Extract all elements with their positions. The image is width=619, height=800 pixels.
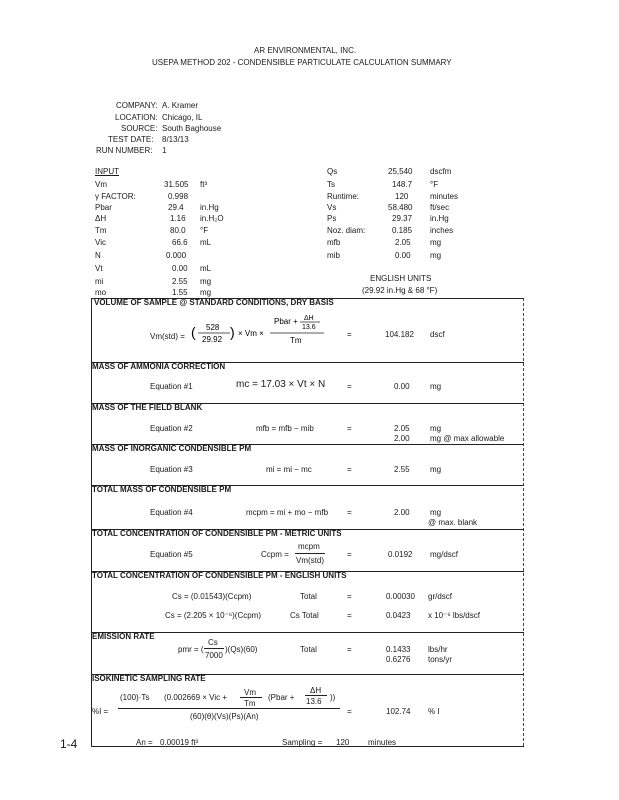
isokinetic-denominator: (60)(θ)(Vs)(Ps)(An): [190, 712, 259, 721]
volume-formula: [188, 313, 328, 355]
input-left-unit: mL: [200, 264, 212, 273]
input-left-value: 80.0: [170, 226, 186, 235]
isokinetic-num-e: (Pbar +: [268, 693, 295, 702]
ammonia-formula: mc = 17.03 × Vt × N: [236, 379, 326, 390]
info-value-run-number: 1: [162, 146, 167, 155]
inorganic-equation-label: Equation #3: [150, 465, 193, 474]
svg-text:Tm: Tm: [290, 336, 302, 345]
isokinetic-equals: =: [347, 707, 352, 716]
english-unit: x 10⁻⁶ lbs/dscf: [428, 611, 480, 620]
input-left-value: 1.16: [170, 214, 186, 223]
field-blank-max-value: 2.00: [394, 434, 410, 443]
svg-text:ΔH: ΔH: [304, 315, 314, 322]
input-right-unit: minutes: [430, 192, 459, 201]
input-left-label: Vm: [95, 180, 107, 189]
input-right-label: Noz. diam:: [327, 226, 366, 235]
nozzle-area-label: An =: [136, 738, 153, 747]
input-right-unit: ft/sec: [430, 203, 450, 212]
svg-text:29.92: 29.92: [202, 335, 223, 344]
input-left-unit: ft³: [200, 180, 208, 189]
emission-unit-annual: tons/yr: [428, 655, 453, 664]
volume-formula-lhs: Vm(std) =: [150, 332, 185, 341]
company-title: AR ENVIRONMENTAL, INC.: [254, 46, 357, 55]
input-right-value: 2.05: [395, 238, 411, 247]
input-left-label: N: [95, 251, 101, 260]
english-tag: Cs Total: [290, 611, 319, 620]
english-formula: Cs = (0.01543)(Ccpm): [172, 592, 252, 601]
info-value-location: Chicago, IL: [162, 113, 203, 122]
sampling-time-unit: minutes: [368, 738, 397, 747]
svg-text:13.6: 13.6: [302, 324, 316, 331]
metric-value: 0.0192: [388, 550, 413, 559]
total-mass-equation-label: Equation #4: [150, 508, 193, 517]
metric-unit: mg/dscf: [430, 550, 459, 559]
input-left-value: 1.55: [172, 288, 188, 297]
volume-value: 104.182: [385, 330, 414, 339]
isokinetic-num-c: Vm: [244, 688, 256, 697]
ammonia-equals: =: [347, 382, 352, 391]
input-left-label: ΔH: [95, 214, 107, 223]
input-left-value: 0.000: [166, 251, 187, 260]
input-right-value: 0.185: [392, 226, 413, 235]
input-right-label: Vs: [327, 203, 337, 212]
input-left-unit: mg: [200, 288, 212, 297]
emission-value-annual: 0.6276: [386, 655, 411, 664]
inorganic-unit: mg: [430, 465, 442, 474]
input-left-label: Tm: [95, 226, 107, 235]
input-right-value: 120: [395, 192, 409, 201]
section-title-inorganic: MASS OF INORGANIC CONDENSIBLE PM: [92, 444, 252, 453]
total-mass-equals: =: [347, 508, 352, 517]
sampling-time-label: Sampling =: [282, 738, 323, 747]
input-right-unit: mg: [430, 238, 442, 247]
input-left-label: mi: [95, 277, 104, 286]
input-right-value: 0.00: [395, 251, 411, 260]
metric-formula-numerator: mcpm: [298, 542, 320, 551]
input-left-label: γ FACTOR:: [95, 192, 136, 201]
info-value-test-date: 8/13/13: [162, 135, 189, 144]
english-value: 0.0423: [386, 611, 411, 620]
input-right-value: 29.37: [392, 214, 413, 223]
total-mass-note: @ max. blank: [428, 518, 478, 527]
section-title-field-blank: MASS OF THE FIELD BLANK: [92, 403, 203, 412]
isokinetic-num-b: (0.002669 × Vic +: [164, 693, 228, 702]
field-blank-formula: mfb = mfb − mib: [256, 424, 314, 433]
field-blank-max-unit: mg @ max allowable: [430, 434, 505, 443]
input-title: INPUT: [95, 167, 119, 176]
emission-formula-end: )(Qs)(60): [225, 645, 258, 654]
input-left-label: Pbar: [95, 203, 112, 212]
isokinetic-num-h: )): [330, 693, 336, 702]
info-label-test-date: TEST DATE:: [108, 135, 154, 144]
emission-formula-start: pmr = (: [178, 645, 204, 654]
info-label-run-number: RUN NUMBER:: [96, 146, 153, 155]
metric-equals: =: [347, 550, 352, 559]
svg-text:Pbar +: Pbar +: [274, 317, 298, 326]
input-left-label: mo: [95, 288, 107, 297]
svg-text:): ): [230, 324, 235, 340]
svg-text:528: 528: [206, 323, 220, 332]
input-left-value: 0.00: [172, 264, 188, 273]
input-right-unit: inches: [430, 226, 454, 235]
isokinetic-value: 102.74: [386, 707, 411, 716]
info-label-source: SOURCE:: [121, 124, 158, 133]
input-left-label: Vic: [95, 238, 106, 247]
info-value-company: A. Kramer: [162, 101, 199, 110]
total-mass-value: 2.00: [394, 508, 410, 517]
isokinetic-num-a: (100)·Ts: [120, 693, 150, 702]
ammonia-value: 0.00: [394, 382, 410, 391]
info-label-company: COMPANY:: [116, 101, 158, 110]
emission-equals: =: [347, 645, 352, 654]
input-left-unit: mL: [200, 238, 212, 247]
page-margin-mark: 1-4: [60, 737, 78, 751]
english-formula: Cs = (2.205 × 10⁻⁶)(Ccpm): [165, 611, 261, 620]
svg-text:× Vm ×: × Vm ×: [238, 329, 264, 338]
ammonia-equation-label: Equation #1: [150, 382, 193, 391]
volume-equals: =: [347, 330, 352, 339]
info-value-source: South Baghouse: [162, 124, 222, 133]
input-left-unit: in.H₂O: [200, 214, 224, 223]
input-right-label: Qs: [327, 167, 338, 176]
input-left-unit: in.Hg: [200, 203, 219, 212]
input-left-value: 31.505: [164, 180, 189, 189]
input-left-value: 2.55: [172, 277, 188, 286]
input-right-value: 148.7: [392, 180, 413, 189]
input-right-unit: dscfm: [430, 167, 452, 176]
input-right-label: mfb: [327, 238, 341, 247]
section-title-total-mass: TOTAL MASS OF CONDENSIBLE PM: [92, 485, 232, 494]
english-value: 0.00030: [386, 592, 415, 601]
emission-value-hourly: 0.1433: [386, 645, 411, 654]
section-title-metric: TOTAL CONCENTRATION OF CONDENSIBLE PM - METRIC UNITS: [92, 529, 342, 538]
english-tag: Total: [300, 592, 317, 601]
field-blank-equals: =: [347, 424, 352, 433]
isokinetic-num-d: Tm: [244, 699, 256, 708]
english-units-label: ENGLISH UNITS: [370, 274, 432, 283]
volume-unit: dscf: [430, 330, 445, 339]
section-title-ammonia: MASS OF AMMONIA CORRECTION: [92, 362, 226, 371]
total-mass-unit: mg: [430, 508, 442, 517]
inorganic-value: 2.55: [394, 465, 410, 474]
emission-tag: Total: [300, 645, 317, 654]
report-subtitle: USEPA METHOD 202 - CONDENSIBLE PARTICULATE CALCULATION SUMMARY: [152, 58, 452, 67]
input-left-value: 0.998: [168, 192, 189, 201]
total-mass-formula: mcpm = mi + mo − mfb: [246, 508, 329, 517]
input-right-label: Ps: [327, 214, 337, 223]
input-right-unit: °F: [430, 180, 439, 189]
english-equals: =: [347, 611, 352, 620]
inorganic-formula: mi = mi − mc: [266, 465, 312, 474]
svg-text:(: (: [191, 324, 196, 340]
english-units-conditions: (29.92 in.Hg & 68 °F): [362, 286, 438, 295]
section-title-english: TOTAL CONCENTRATION OF CONDENSIBLE PM - ENGLISH UNITS: [92, 571, 347, 580]
input-right-label: Runtime:: [327, 192, 360, 201]
input-right-label: mib: [327, 251, 340, 260]
ammonia-unit: mg: [430, 382, 442, 391]
isokinetic-num-f: ΔH: [310, 686, 322, 695]
metric-equation-label: Equation #5: [150, 550, 193, 559]
input-right-unit: mg: [430, 251, 442, 260]
isokinetic-formula-lhs: %I =: [92, 707, 109, 716]
metric-formula-lhs: Ccpm =: [261, 550, 289, 559]
sampling-time-value: 120: [336, 738, 350, 747]
input-left-unit: mg: [200, 277, 212, 286]
english-equals: =: [347, 592, 352, 601]
input-right-value: 25,540: [388, 167, 413, 176]
input-left-label: Vt: [95, 264, 103, 273]
metric-formula-denominator: Vm(std): [296, 556, 324, 565]
input-right-label: Ts: [327, 180, 335, 189]
isokinetic-num-g: 13.6: [306, 697, 322, 706]
input-right-value: 58.480: [388, 203, 413, 212]
input-right-unit: in.Hg: [430, 214, 449, 223]
emission-formula-numerator: Cs: [208, 638, 218, 647]
english-unit: gr/dscf: [428, 592, 453, 601]
emission-formula-denominator: 7000: [205, 651, 223, 660]
info-label-location: LOCATION:: [115, 113, 158, 122]
input-left-value: 66.6: [172, 238, 188, 247]
nozzle-area-value: 0.00019 ft²: [160, 738, 199, 747]
field-blank-equation-label: Equation #2: [150, 424, 193, 433]
field-blank-unit: mg: [430, 424, 442, 433]
inorganic-equals: =: [347, 465, 352, 474]
section-title-emission: EMISSION RATE: [92, 632, 155, 641]
input-left-unit: °F: [200, 226, 209, 235]
section-title-isokinetic: ISOKINETIC SAMPLING RATE: [92, 674, 206, 683]
input-left-value: 29.4: [168, 203, 184, 212]
field-blank-value: 2.05: [394, 424, 410, 433]
section-title-volume: VOLUME OF SAMPLE @ STANDARD CONDITIONS, DRY BASIS: [94, 298, 334, 307]
emission-unit-hourly: lbs/hr: [428, 645, 448, 654]
isokinetic-unit: % I: [428, 707, 440, 716]
